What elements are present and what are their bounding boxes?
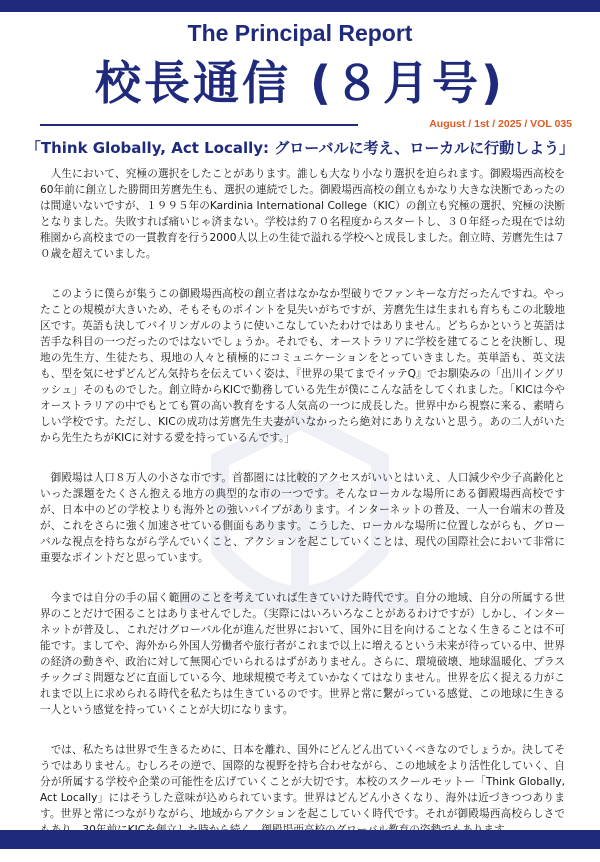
article-headline: 「Think Globally, Act Locally: グローバルに考え、ローカルに行動しよう」 <box>25 139 575 157</box>
issue-dateline: August / 1st / 2025 / VOL 035 <box>429 118 572 130</box>
english-title: The Principal Report <box>187 20 413 46</box>
paragraph: では、私たちは世界で生きるために、日本を離れ、国外にどんどん出ていくべきなのでしょうか。決してそうではありません。むしろその逆で、国際的な視野を持ち合わせながら、この地域をより活性化していく、自分が所属する学校や企業の可能性を広げていくことが大切です。本校のスクールモットー「Think Globally, Act Locally」にはそうした意味が込められています。世界はどんどん小さくなり、海外は近づきつつあります。世界と常につながりながら、地域からアクションを起こしていく時代です。それが御殿場西高校らしさで <box>40 744 565 820</box>
title-divider <box>40 124 358 126</box>
bottom-bar <box>0 830 600 849</box>
paragraph: 今までは自分の手の届く範囲のことを考えていれば生きていけた時代です。自分の地域、自分の所属する世界のことだけで困ることはありませんでした。（実際にはいろいろなことがあるわけですが）しかし、インターネットが普及し、これだけグローバル化が進んだ世界において、国外に目を向けることなく生きることは不可能です。ましてや、海外から外国人労働者や旅行者がこれまで以上に増えるという未来が待っている中、世界の経済の動きや、政治に対して無関心でいられるはずがありません。さらに、環境破壊、地球温暖化、プラスチックゴミ問題などに直面している今、地球規模で考えていかなくてはなりません。世界を広く捉える力がこれまで以上に求められる時代を私たちは生きているのです。世界と常に繋がっている感覚、この地球に生きる一人という感覚を持っていくことが大切になります。 <box>40 592 565 716</box>
newsletter-title: 校長通信 (８月号) <box>94 56 506 110</box>
article-body <box>40 166 565 862</box>
paragraph: このように僕らが集うこの御殿場西高校の創立者はなかなか型破りでファンキーな方だったんですね。やったことの規模が大きいため、そもそものポイントを見失いがちですが、芳麿先生は生まれも育ちもこの北駿地区です。英語も決してバイリンガルのように使いこなしていたわけではありません。どちらかというと英語は苦手な科目の一つだったのではないでしょうか。それでも、オーストラリアに学校を建てることを決断し、現地の先生方、生徒たち、現地の人々と積極的にコミュニケーションをとっていきました。英単語も、英文法も、型を気にせずどんどん気持ちを伝えていく姿は、『世界の果てまでイッテQ』でお馴染みの「出川イングリッシュ」そのものでした。創立時からKICで勤務している先生が僕にこんな話をしてくれました。「KICは今やオーストラリアの中でもとても質の高い教育をする人気高の一つに成長した。世界中から視察に来る、素晴らしい学校です。ただし、KICの成功は芳麿先生夫妻がいなかったら絶対にありえないと思う。あの二人がいたから先生たちがKICに対する愛を持っているんです。」 <box>40 288 565 444</box>
top-bar <box>0 0 600 12</box>
paragraph: 人生において、究極の選択をしたことがあります。誰しも大なり小なり選択を迫られます。御殿場西高校を60年前に創立した勝間田芳麿先生も、選択の連続でした。御殿場西高校の創立もかなり大きな決断であったのは間違いないですが、１９９５年のKardinia International College（KIC）の創立も究極の選択、究極の決断となりました。失敗すれば痛いじゃ済まない。学校は約７０名程度からスタートし、３０年経った現在では幼稚園から高校までの一貫教育を行う2000人以上の生徒で溢れる学校へと成長しました。創立時、芳麿先生は７０歳を超えていました。 <box>40 168 565 260</box>
paragraph: 御殿場は人口８万人の小さな市です。首都圏には比較的アクセスがいいとはいえ、人口減少や少子高齢化といった課題をたくさん抱える地方の典型的な市の一つです。そんなローカルな場所にある御殿場西高校ですが、日本中のどの学校よりも海外との強いパイプがあります。インターネットの普及、一人一台端末の普及が、これをさらに強く加速させている側面もあります。こうした、ローカルな場所に位置しながらも、グローバルな視点を持ちながら学んでいくこと、アクションを起こしていくことは、現代の国際社会において非常に重要なポイントだと思っています。 <box>40 472 565 564</box>
